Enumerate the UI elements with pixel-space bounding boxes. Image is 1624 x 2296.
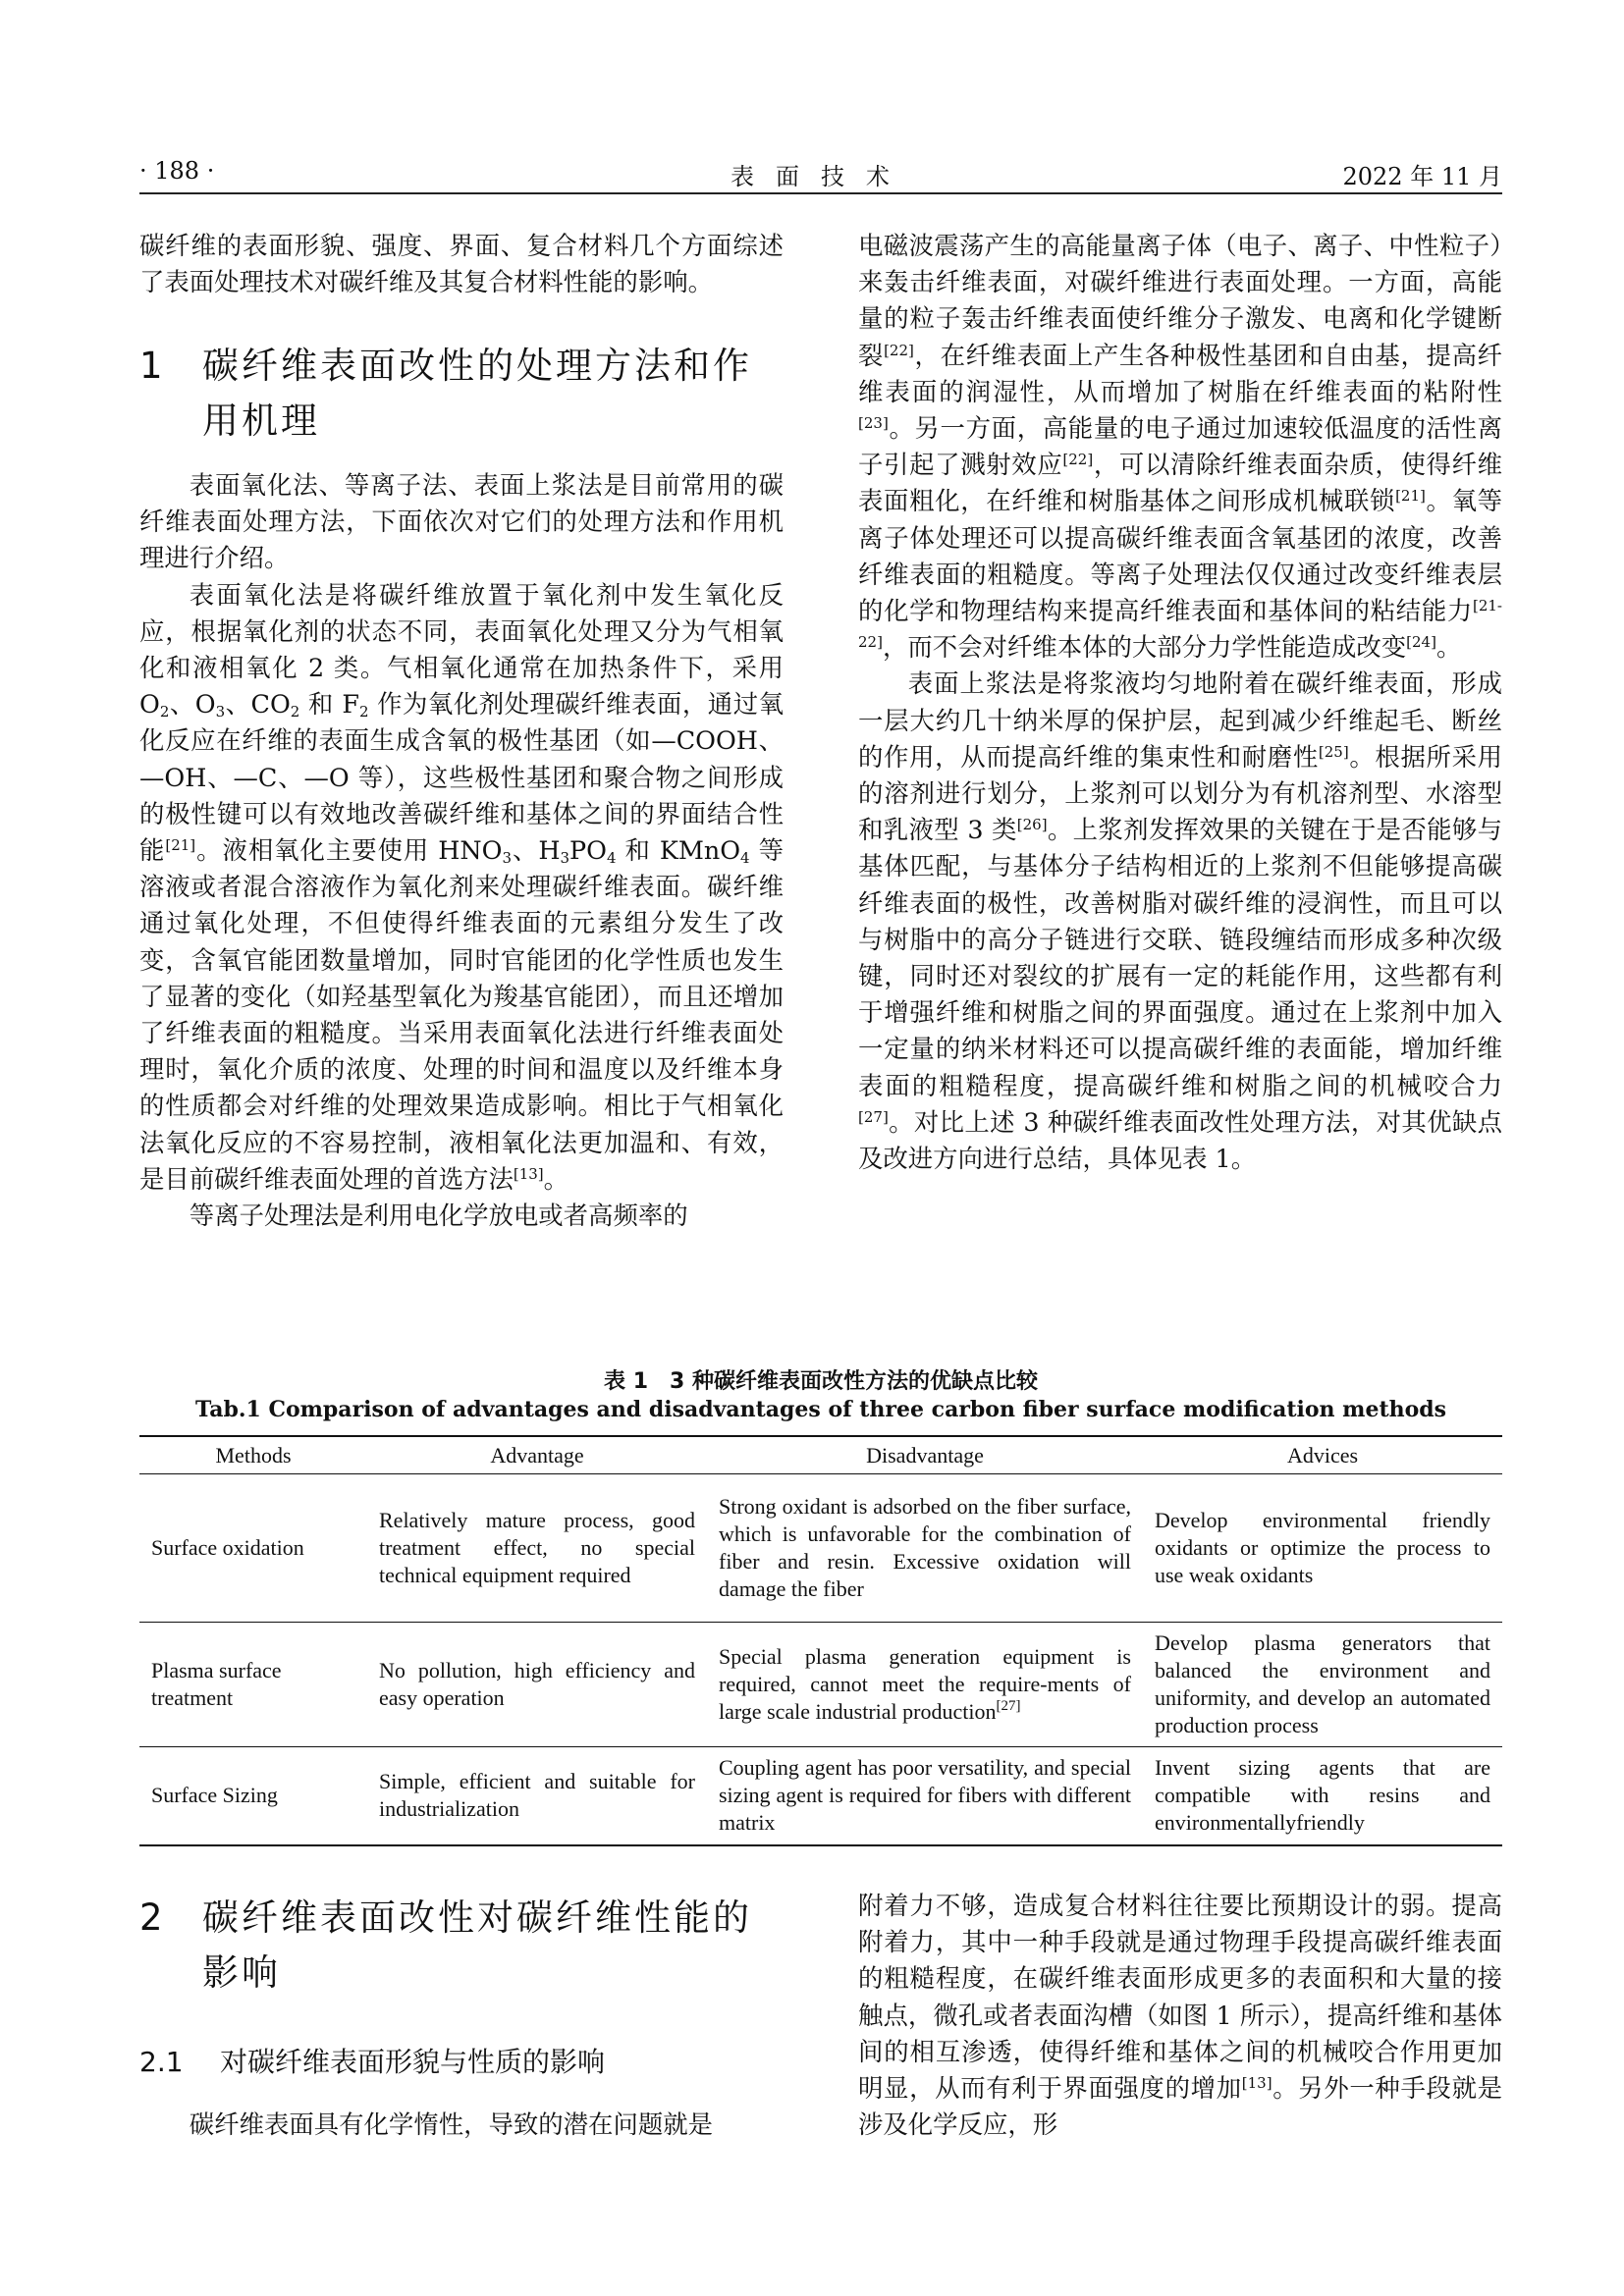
table-row <box>139 1474 1502 1623</box>
table-cell: Invent sizing agents that are compatible with resins and environmentallyfriendly <box>1143 1747 1502 1845</box>
table-cell: Develop environmental friendly oxidants or optimize the process to use weak oxidants <box>1143 1474 1502 1623</box>
paragraph-oxidation: 表面氧化法是将碳纤维放置于氧化剂中发生氧化反应，根据氧化剂的状态不同，表面氧化处理又分为气相氧化和液相氧化 2 类。气相氧化通常在加热条件下，采用 $O_2$、$O_3$、$CO_2$ 和 $F_2$ 作为氧化剂处理碳纤维表面，通过氧化反应在纤维的表面生成含氧的极性基团（如—COOH、—OH、—C、—O 等），这些极性基团和聚合物之间形成的极性键可以有效地改善碳纤维和基体之间的界面结合性能[21]。液相氧化主要使用 $HNO_3$、$H_3PO_4$ 和 KMnO$_4$ 等溶液或者混合溶液作为氧化剂来处理碳纤维表面。碳纤维通过氧化处理，不但使得纤维表面的元素组分发生了改变，含氧官能团数量增加，同时官能团的化学性质也发生了显著的变化（如羟基型氧化为羧基官能团），而且还增加了纤维表面的粗糙度。当采用表面氧化法进行纤维表面处理时，氧化介质的浓度、处理的时间和温度以及纤维本身的性质都会对纤维的处理效果造成影响。相比于气相氧化法氧化反应的不容易控制，液相氧化法更加温和、有效，是目前碳纤维表面处理的首选方法[13]。 <box>139 579 784 1194</box>
header-rule <box>139 192 1502 194</box>
paragraph: 表面氧化法、等离子法、表面上浆法是目前常用的碳纤维表面处理方法，下面依次对它们的处理方法和作用机理进行介绍。 <box>139 470 784 573</box>
table-cell: Plasma surface treatment <box>139 1623 367 1747</box>
left-column-bottom <box>139 2107 784 2143</box>
citation: [23] <box>858 414 889 433</box>
section-1-heading <box>139 339 787 449</box>
paragraph-sizing: 表面上浆法是将浆液均匀地附着在碳纤维表面，形成一层大约几十纳米厚的保护层，起到减少纤维起毛、断丝的作用，从而提高纤维的集束性和耐磨性[25]。根据所采用的溶剂进行划分，上浆剂可以划分为有机溶剂型、水溶型和乳液型 3 类[26]。上浆剂发挥效果的关键在于是否能够与基体匹配，与基体分子结构相近的上浆剂不但能够提高碳纤维表面的极性，改善树脂对碳纤维的浸润性，而且可以与树脂中的高分子链进行交联、链段缠结而形成多种次级键，同时还对裂纹的扩展有一定的耗能作用，这些都有利于增强纤维和树脂之间的界面强度。通过在上浆剂中加入一定量的纳米材料还可以提高碳纤维的表面能，增加纤维表面的粗糙程度，提高碳纤维和树脂之间的机械咬合力[27]。对比上述 3 种碳纤维表面改性处理方法，对其优缺点及改进方向进行总结，具体见表 1。 <box>858 668 1503 1174</box>
table-cell: Surface Sizing <box>139 1747 367 1845</box>
citation: [26] <box>1016 816 1048 834</box>
page-number: · 188 · <box>139 157 215 185</box>
table-header-row <box>139 1436 1502 1474</box>
issue-date: 2022 年 11 月 <box>1342 163 1502 190</box>
table-caption-en: Tab.1 Comparison of advantages and disadvantages of three carbon fiber surface modification methods <box>194 1397 1447 1422</box>
citation: [22] <box>884 341 914 359</box>
table-cell: Develop plasma generators that balanced the environment and uniformity, and develop an automated production process <box>1143 1623 1502 1747</box>
table-cell: Relatively mature process, good treatment effect, no special technical equipment required <box>367 1474 707 1623</box>
citation: [21] <box>165 836 196 855</box>
table-cell: Special plasma generation equipment is required, cannot meet the require-ments of large scale industrial production[27] <box>707 1623 1143 1747</box>
intro-paragraph: 碳纤维的表面形貌、强度、界面、复合材料几个方面综述了表面处理技术对碳纤维及其复合材料性能的影响。 <box>139 231 784 297</box>
section-2-1-number: 2.1 <box>139 2046 184 2078</box>
citation: [13] <box>1241 2074 1272 2093</box>
section-1-title: 碳纤维表面改性的处理方法和作用机理 <box>202 345 752 442</box>
paragraph: 附着力不够，造成复合材料往往要比预期设计的弱。提高附着力，其中一种手段就是通过物理手段提高碳纤维表面的粗糙程度，在碳纤维表面形成更多的表面积和大量的接触点，微孔或者表面沟槽（如图 1 所示），提高纤维和基体间的相互渗透，使得纤维和基体之间的机械咬合作用更加明显，从而有利于界面强度的增加[13]。另外一种手段就是涉及化学反应，形 <box>858 1891 1503 2140</box>
section-2-heading <box>139 1891 787 2001</box>
citation: [27] <box>858 1107 889 1126</box>
table-cell: Coupling agent has poor versatility, and special sizing agent is required for fibers with different matrix <box>707 1747 1143 1845</box>
section-2-1-heading <box>139 2043 605 2082</box>
right-column-body <box>858 228 1502 1177</box>
column-header: Methods <box>139 1436 367 1474</box>
section-2-1-title: 对碳纤维表面形貌与性质的影响 <box>220 2046 606 2078</box>
citation: [25] <box>1318 742 1349 761</box>
citation: [21] <box>1395 487 1426 506</box>
table-cell: Surface oxidation <box>139 1474 367 1623</box>
table-cell: Strong oxidant is adsorbed on the fiber surface, which is unfavorable for the combination of fiber and resin. Excessive oxidation will damage the fiber <box>707 1474 1143 1623</box>
column-header: Advices <box>1143 1436 1502 1474</box>
citation: [22] <box>1062 451 1094 469</box>
paragraph-plasma: 电磁波震荡产生的高能量离子体（电子、离子、中性粒子）来轰击纤维表面，对碳纤维进行表面处理。一方面，高能量的粒子轰击纤维表面使纤维分子激发、电离和化学键断裂[22]，在纤维表面上产生各种极性基团和自由基，提高纤维表面的润湿性，从而增加了树脂在纤维表面的粘附性[23]。另一方面，高能量的电子通过加速较低温度的活性离子引起了溅射效应[22]，可以清除纤维表面杂质，使得纤维表面粗化，在纤维和树脂基体之间形成机械联锁[21]。氧等离子体处理还可以提高碳纤维表面含氧基团的浓度，改善纤维表面的粗糙度。等离子处理法仅仅通过改变纤维表层的化学和物理结构来提高纤维表面和基体间的粘结能力[21-22]，而不会对纤维本体的大部分力学性能造成改变[24]。 <box>858 231 1503 663</box>
paragraph: 等离子处理法是利用电化学放电或者高频率的 <box>189 1201 688 1231</box>
table-row <box>139 1747 1502 1845</box>
citation: [24] <box>1406 633 1436 652</box>
comparison-table <box>139 1435 1502 1846</box>
citation: [13] <box>513 1164 544 1183</box>
citation: [27] <box>996 1698 1021 1714</box>
table-cell: No pollution, high efficiency and easy operation <box>367 1623 707 1747</box>
section-2-number: 2 <box>139 1896 163 1939</box>
right-column-bottom <box>858 1888 1502 2143</box>
left-column-body <box>139 467 784 1234</box>
column-header: Disadvantage <box>707 1436 1143 1474</box>
table-row <box>139 1623 1502 1747</box>
citation: [21-22] <box>858 597 1502 652</box>
table-cell: Simple, efficient and suitable for industrialization <box>367 1747 707 1845</box>
page-header <box>139 157 1502 196</box>
left-column-top <box>139 228 784 300</box>
section-2-title: 碳纤维表面改性对碳纤维性能的影响 <box>202 1896 752 1994</box>
table-caption-cn: 表 1 3 种碳纤维表面改性方法的优缺点比较 <box>604 1369 1038 1394</box>
journal-title: 表面技术 <box>731 163 911 190</box>
paragraph: 碳纤维表面具有化学惰性，导致的潜在问题就是 <box>189 2109 713 2139</box>
section-1-number: 1 <box>139 345 163 387</box>
column-header: Advantage <box>367 1436 707 1474</box>
